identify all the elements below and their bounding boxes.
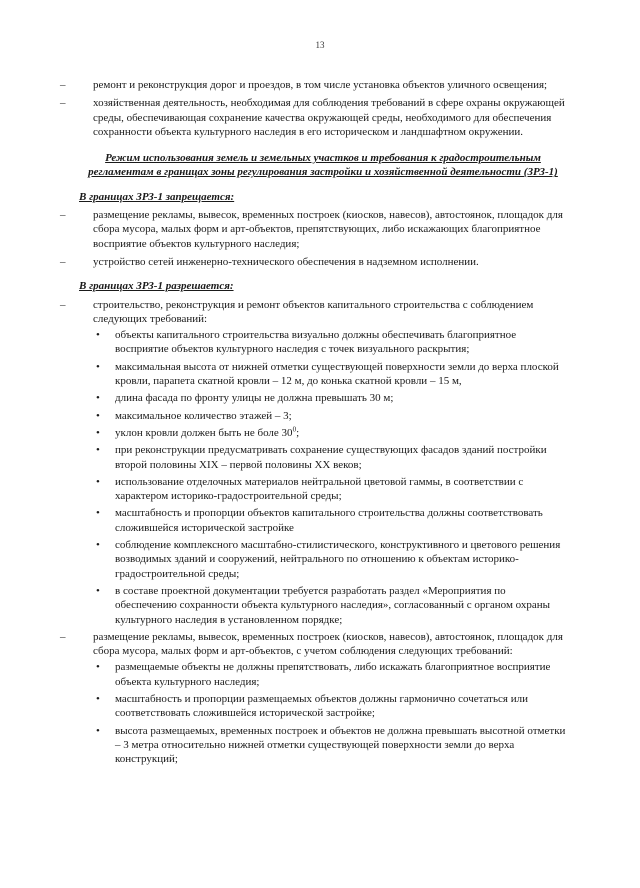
bullet-item bbox=[79, 692, 567, 721]
bullet-text: масштабность и пропорции размещаемых объектов должны гармонично сочетаться или соответствовать сложившейся исторической застройке; bbox=[115, 692, 528, 720]
bullet-marker: • bbox=[96, 724, 100, 737]
list-item-text: устройство сетей инженерно-технического обеспечения в надземном исполнении. bbox=[93, 255, 479, 268]
bullet-marker: • bbox=[96, 692, 100, 705]
list-item bbox=[60, 255, 567, 269]
dash-marker: – bbox=[60, 209, 66, 222]
bullet-item bbox=[79, 724, 567, 767]
bullet-marker: • bbox=[96, 507, 100, 520]
list-item bbox=[60, 208, 567, 251]
bullet-marker: • bbox=[96, 329, 100, 342]
bullet-text bbox=[115, 427, 299, 439]
bullet-marker: • bbox=[96, 539, 100, 552]
list-item-text: строительство, реконструкция и ремонт объектов капитального строительства с соблюдением следующих требований: bbox=[93, 298, 534, 325]
list-item bbox=[60, 298, 567, 327]
bullet-marker: • bbox=[96, 426, 100, 439]
bullet-item bbox=[79, 584, 567, 627]
bullet-marker: • bbox=[96, 444, 100, 457]
prohibited-title: В границах ЗРЗ-1 запрещается: bbox=[79, 190, 235, 203]
bullet-marker: • bbox=[96, 392, 100, 405]
bullet-item bbox=[79, 360, 567, 389]
dash-marker: – bbox=[60, 255, 66, 268]
construction-requirements bbox=[79, 328, 567, 627]
roof-slope-end: ; bbox=[296, 426, 300, 439]
list-item bbox=[60, 96, 567, 139]
list-item-text: ремонт и реконструкция дорог и проездов, в том числе установка объектов уличного освещения; bbox=[93, 79, 548, 91]
list-item-text: размещение рекламы, вывесок, временных построек (киосков, навесов), автостоянок, площадок для сбора мусора, малых форм и арт-объектов, с учетом соблюдения следующих требований: bbox=[93, 630, 563, 658]
bullet-marker: • bbox=[96, 584, 100, 597]
degree-superscript: 0 bbox=[292, 425, 297, 434]
bullet-item bbox=[79, 538, 567, 581]
bullet-marker: • bbox=[96, 475, 100, 488]
list-item-text: хозяйственная деятельность, необходимая для соблюдения требований в сфере охраны окружающей среды, обеспечивающая сохранение качества окружающей среды, необходимого для обеспечения сохранности объекта культурного наследия в его историческом и ландшафтном окружении. bbox=[93, 97, 565, 138]
bullet-text: объекты капитального строительства визуально должны обеспечивать благоприятное восприятие объектов культурного наследия с точек визуального раскрытия; bbox=[115, 329, 517, 356]
bullet-text: размещаемые объекты не должны препятствовать, либо искажать благоприятное восприятие объекта культурного наследия; bbox=[115, 661, 551, 688]
bullet-text: длина фасада по фронту улицы не должна превышать 30 м; bbox=[115, 392, 394, 405]
bullet-item bbox=[79, 475, 567, 504]
dash-marker: – bbox=[60, 298, 66, 311]
dash-marker: – bbox=[60, 79, 66, 91]
bullet-item bbox=[79, 443, 567, 472]
bullet-text: высота размещаемых, временных построек и объектов не должна превышать высотной отметки – 3 метра относительно нижней отметки существующей поверхности земли до верха конструкций; bbox=[115, 724, 566, 766]
section-heading: Режим использования земель и земельных участков и требования к градостроительным регламентам в границах зоны регулирования застройки и хозяйственной деятельности (ЗРЗ-1) bbox=[88, 152, 558, 179]
bullet-text: соблюдение комплексного масштабно-стилистического, конструктивного и цветового решения возводимых зданий и сооружений, нейтрального по отношению к объектам историко-градостроительной среды; bbox=[115, 539, 561, 580]
bullet-text: максимальное количество этажей – 3; bbox=[115, 409, 292, 422]
bullet-marker: • bbox=[96, 661, 100, 674]
bullet-item bbox=[79, 426, 567, 440]
bullet-item bbox=[79, 328, 567, 357]
bullet-text: масштабность и пропорции объектов капитального строительства должны соответствовать сложившейся исторической застройке bbox=[115, 507, 543, 534]
bullet-item bbox=[79, 391, 567, 405]
bullet-item bbox=[79, 506, 567, 535]
bullet-text: максимальная высота от нижней отметки существующей поверхности земли до верха плоской кровли, парапета скатной кровли – 12 м, до конька скатной кровли – 15 м, bbox=[115, 360, 559, 388]
document-body bbox=[60, 78, 567, 769]
dash-marker: – bbox=[60, 630, 66, 643]
list-item-text: размещение рекламы, вывесок, временных построек (киосков, навесов), автостоянок, площадок для сбора мусора, малых форм и арт-объектов, препятствующих, либо искажающих благоприятное восприятие объектов культурного наследия; bbox=[93, 209, 563, 250]
bullet-text: использование отделочных материалов нейтральной цветовой гаммы, в соответствии с характером историко-градостроительной среды; bbox=[115, 475, 524, 503]
list-item bbox=[60, 630, 567, 659]
dash-marker: – bbox=[60, 97, 66, 110]
allowed-title: В границах ЗРЗ-1 разрешается: bbox=[79, 280, 234, 293]
list-item bbox=[60, 78, 567, 92]
bullet-item bbox=[79, 660, 567, 689]
advertising-requirements bbox=[79, 660, 567, 766]
bullet-item bbox=[79, 409, 567, 423]
bullet-marker: • bbox=[96, 360, 100, 373]
roof-slope-text: уклон кровли должен быть не боле 30 bbox=[115, 426, 293, 439]
bullet-text: при реконструкции предусматривать сохранение существующих фасадов зданий постройки второй половины XIX – первой половины XX веков; bbox=[115, 444, 547, 471]
page-number: 13 bbox=[315, 40, 325, 50]
bullet-text: в составе проектной документации требуется разработать раздел «Мероприятия по обеспечению сохранности объекта культурного наследия», согласованный с органом охраны культурного наследия в установленном порядке; bbox=[115, 584, 551, 626]
bullet-marker: • bbox=[96, 409, 100, 422]
